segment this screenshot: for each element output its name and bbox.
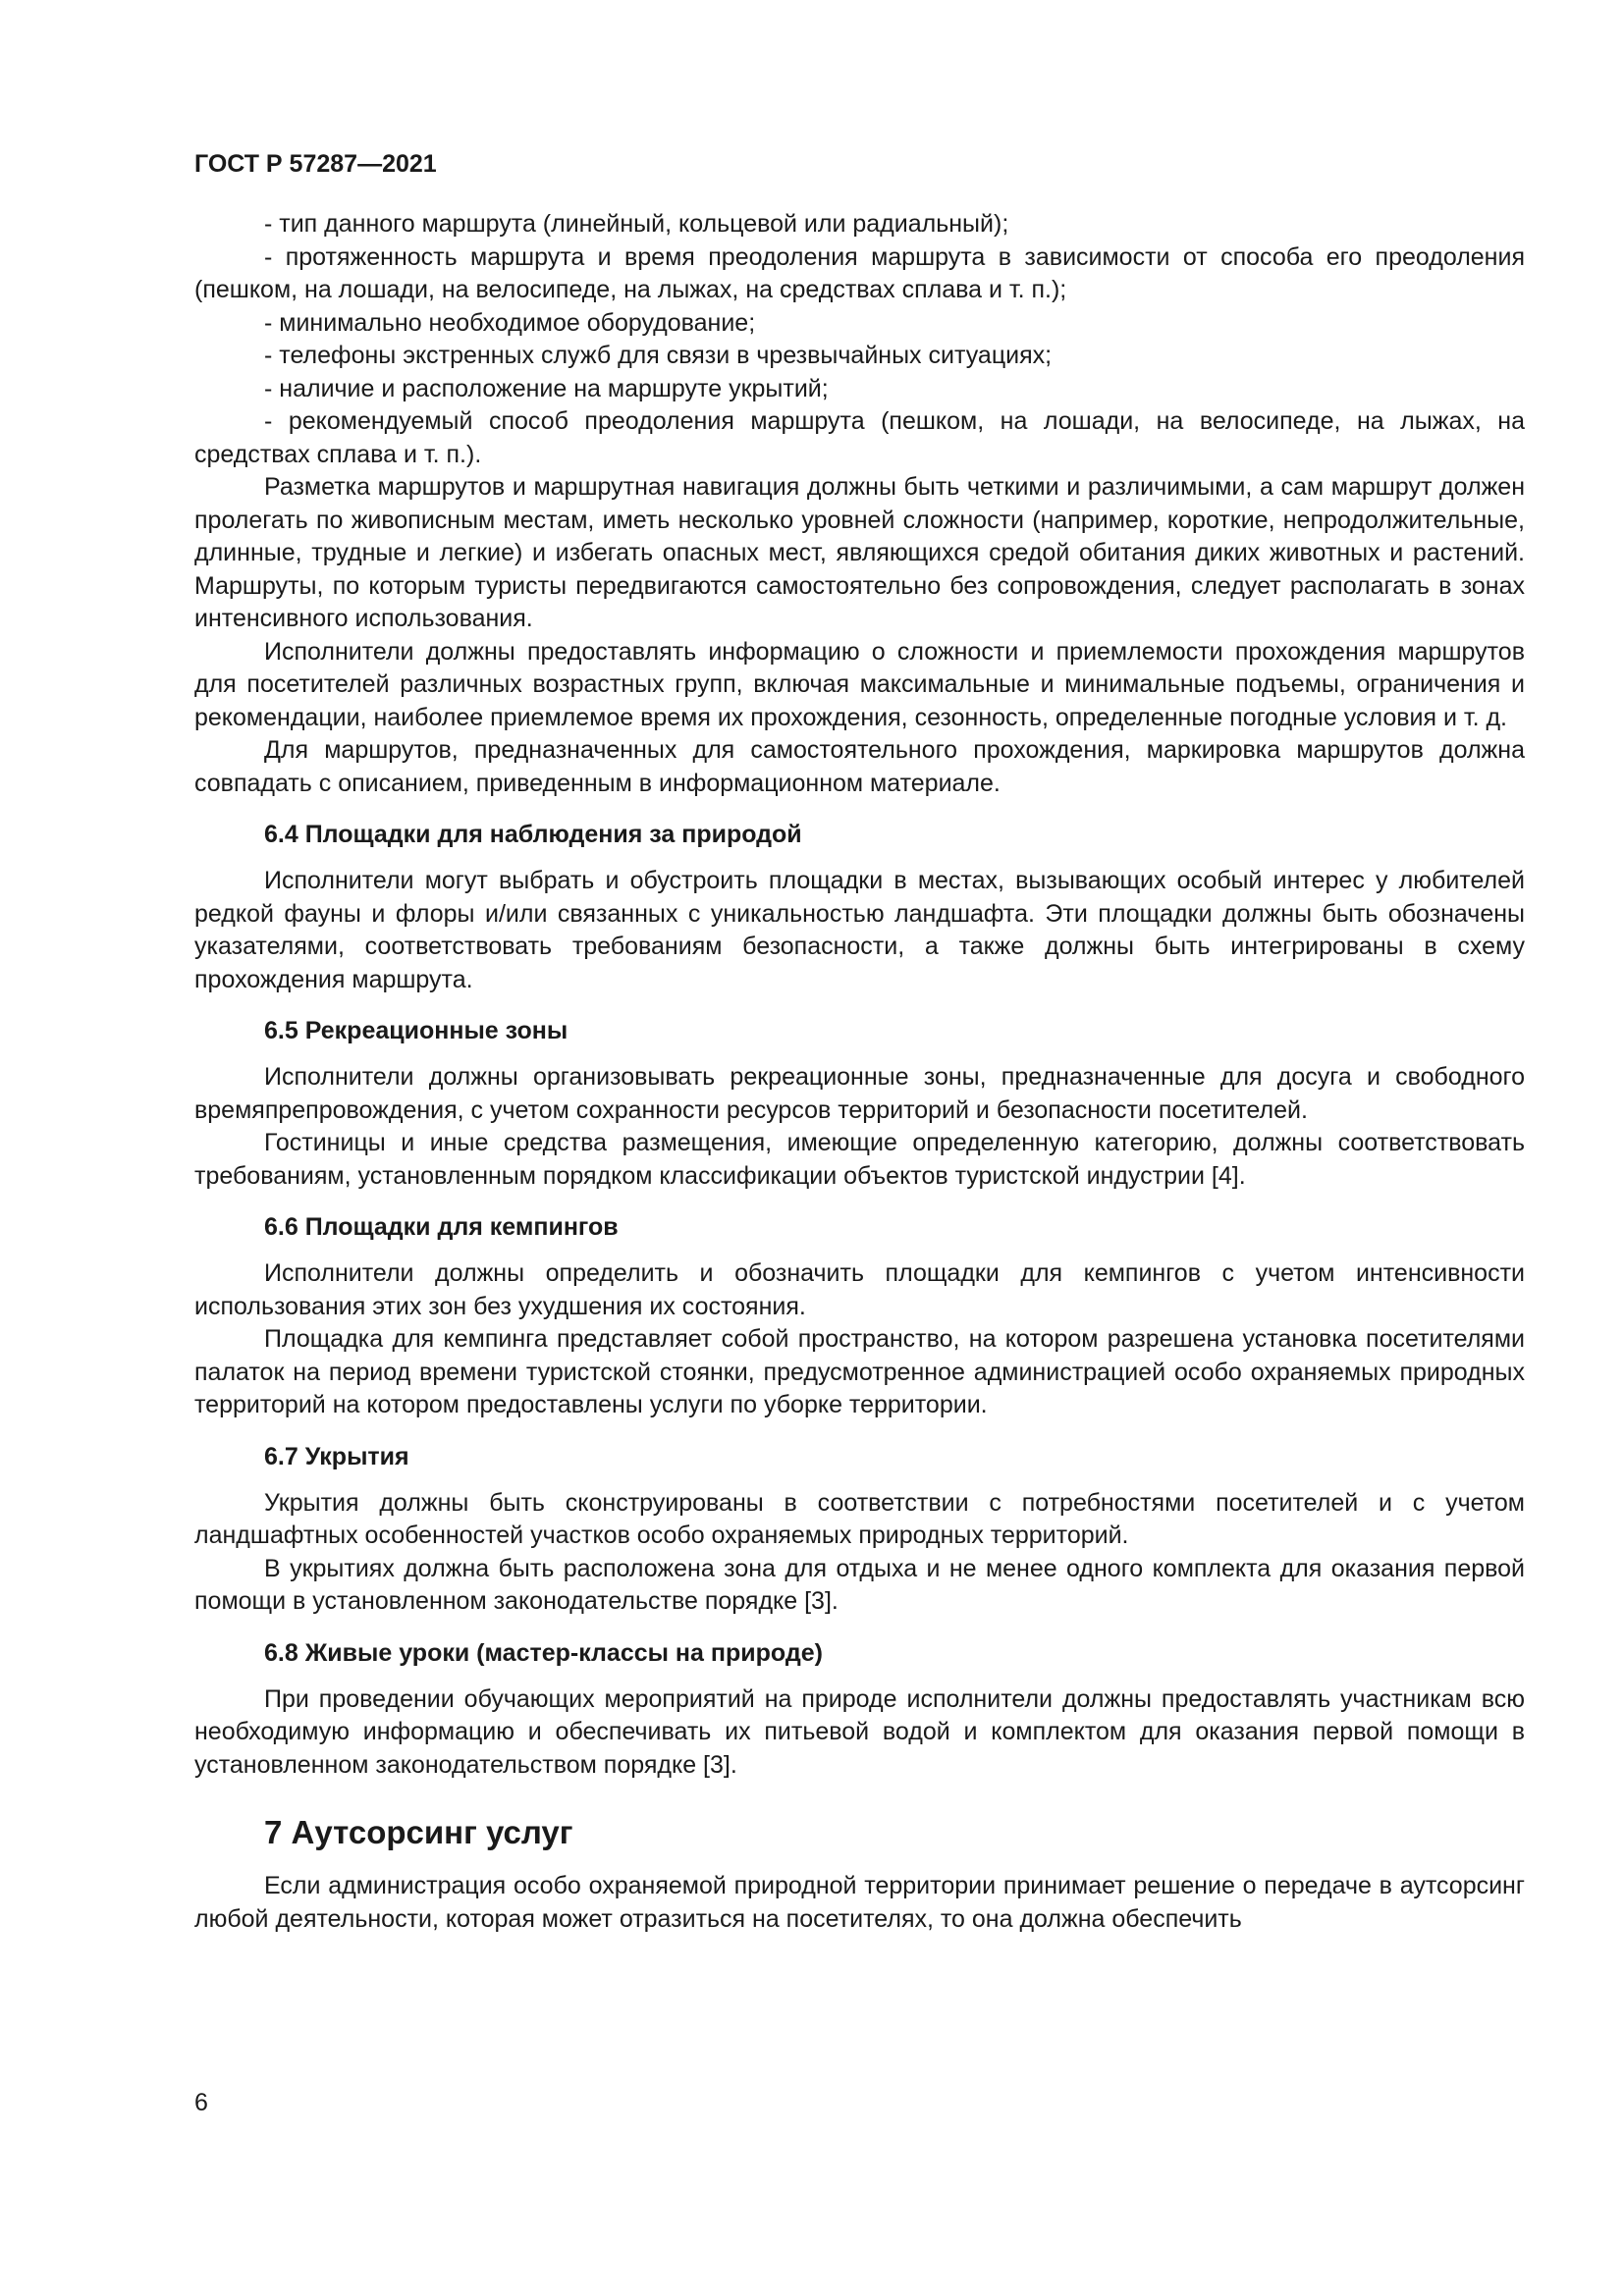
paragraph: Исполнители должны предоставлять информацию о сложности и приемлемости прохождения маршрутов для посетителей различных возрастных групп, включая максимальные и минимальные подъемы, ограничения и рекомендации, наиболее приемлемое время их прохождения, сезонность, определенные погодные условия и т. д. xyxy=(194,637,1525,731)
document-header: ГОСТ Р 57287—2021 xyxy=(194,150,437,178)
list-item: - минимально необходимое оборудование; xyxy=(264,308,756,337)
list-item: - телефоны экстренных служб для связи в чрезвычайных ситуациях; xyxy=(264,342,1053,369)
section-heading-7: 7 Аутсорсинг услуг xyxy=(264,1814,573,1850)
paragraph: Для маршрутов, предназначенных для самостоятельного прохождения, маркировка маршрутов должна совпадать с описанием, приведенным в информационном материале. xyxy=(194,736,1525,797)
paragraph: Если администрация особо охраняемой природной территории принимает решение о передаче в аутсорсинг любой деятельности, которая может отразиться на посетителях, то она должна обеспечить xyxy=(194,1872,1525,1933)
section-heading-6-5: 6.5 Рекреационные зоны xyxy=(264,1017,568,1044)
paragraph: Разметка маршрутов и маршрутная навигация должны быть четкими и различимыми, а сам маршрут должен пролегать по живописным местам, иметь несколько уровней сложности (например, короткие, непродолжительные, длинные, трудные и легкие) и избегать опасных мест, являющихся средой обитания диких животных и растений. Маршруты, по которым туристы передвигаются самостоятельно без сопровождения, следует располагать в зонах интенсивного использования. xyxy=(194,473,1525,632)
section-heading-6-7: 6.7 Укрытия xyxy=(264,1442,409,1470)
document-page xyxy=(194,147,1525,1936)
paragraph: Гостиницы и иные средства размещения, имеющие определенную категорию, должны соответствовать требованиям, установленным порядком классификации объектов туристской индустрии [4]. xyxy=(194,1129,1525,1190)
paragraph: При проведении обучающих мероприятий на природе исполнители должны предоставлять участникам всю необходимую информацию и обеспечивать их питьевой водой и комплектом для оказания первой помощи в установленном законодательством порядке [3]. xyxy=(194,1684,1525,1779)
paragraph: Укрытия должны быть сконструированы в соответствии с потребностями посетителей и с учетом ландшафтных особенностей участков особо охраняемых природных территорий. xyxy=(194,1488,1525,1549)
paragraph: Исполнители могут выбрать и обустроить площадки в местах, вызывающих особый интерес у любителей редкой фауны и флоры и/или связанных с уникальностью ландшафта. Эти площадки должны быть обозначены указателями, соответствовать требованиям безопасности, а также должны быть интегрированы в схему прохождения маршрута. xyxy=(194,867,1525,993)
list-item: - тип данного маршрута (линейный, кольцевой или радиальный); xyxy=(264,210,1009,238)
paragraph: Исполнители должны определить и обозначить площадки для кемпингов с учетом интенсивности использования этих зон без ухудшения их состояния. xyxy=(194,1259,1525,1320)
section-heading-6-6: 6.6 Площадки для кемпингов xyxy=(264,1213,619,1241)
list-item: - протяженность маршрута и время преодоления маршрута в зависимости от способа его преодоления (пешком, на лошади, на велосипеде, на лыжах, на средствах сплава и т. п.); xyxy=(194,242,1525,303)
paragraph: Исполнители должны организовывать рекреационные зоны, предназначенные для досуга и свободного времяпрепровождения, с учетом сохранности ресурсов территорий и безопасности посетителей. xyxy=(194,1063,1525,1124)
section-heading-6-8: 6.8 Живые уроки (мастер-классы на природе) xyxy=(264,1638,823,1667)
section-heading-6-4: 6.4 Площадки для наблюдения за природой xyxy=(264,821,802,848)
list-item: - рекомендуемый способ преодоления маршрута (пешком, на лошади, на велосипеде, на лыжах, на средствах сплава и т. п.). xyxy=(194,407,1525,468)
page-number: 6 xyxy=(194,2089,208,2116)
list-item: - наличие и расположение на маршруте укрытий; xyxy=(264,374,829,402)
paragraph: В укрытиях должна быть расположена зона для отдыха и не менее одного комплекта для оказания первой помощи в установленном законодательстве порядке [3]. xyxy=(194,1554,1525,1615)
paragraph: Площадка для кемпинга представляет собой пространство, на котором разрешена установка посетителями палаток на период времени туристской стоянки, предусмотренное администрацией особо охраняемых природных территорий на котором предоставлены услуги по уборке территории. xyxy=(194,1325,1525,1418)
